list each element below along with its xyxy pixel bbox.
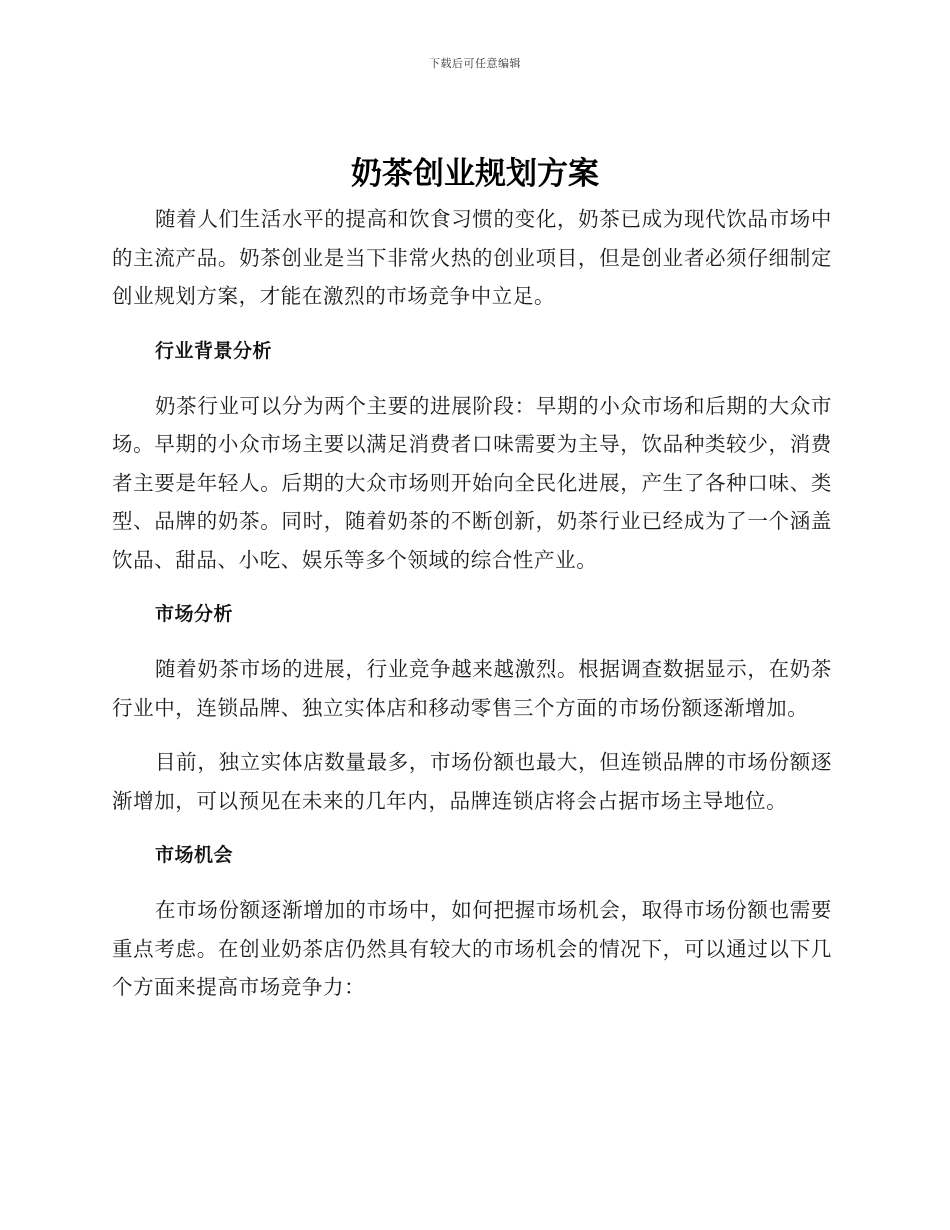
section-heading-market-analysis: 市场分析 [155, 603, 234, 625]
market-analysis-paragraph-2: 目前，独立实体店数量最多，市场份额也最大，但连锁品牌的市场份额逐渐增加，可以预见在未来的几年内，品牌连锁店将会占据市场主导地位。 [112, 750, 832, 813]
document-title: 奶茶创业规划方案 [351, 156, 599, 192]
market-analysis-paragraph-1: 随着奶茶市场的进展，行业竞争越来越激烈。根据调查数据显示，在奶茶行业中，连锁品牌、独立实体店和移动零售三个方面的市场份额逐渐增加。 [112, 657, 832, 720]
intro-paragraph: 随着人们生活水平的提高和饮食习惯的变化，奶茶已成为现代饮品市场中的主流产品。奶茶创业是当下非常火热的创业项目，但是创业者必须仔细制定创业规划方案，才能在激烈的市场竞争中立足。 [112, 207, 832, 308]
industry-background-paragraph: 奶茶行业可以分为两个主要的进展阶段：早期的小众市场和后期的大众市场。早期的小众市场主要以满足消费者口味需要为主导，饮品种类较少，消费者主要是年轻人。后期的大众市场则开始向全民化进展，产生了各种口味、类型、品牌的奶茶。同时，随着奶茶的不断创新，奶茶行业已经成为了一个涵盖饮品、甜品、小吃、娱乐等多个领域的综合性产业。 [112, 393, 832, 572]
section-heading-market-opportunity: 市场机会 [155, 844, 234, 866]
header-note: 下载后可任意编辑 [429, 57, 521, 70]
document-body [112, 200, 832, 1023]
section-heading-industry-background: 行业背景分析 [155, 339, 273, 362]
market-opportunity-paragraph: 在市场份额逐渐增加的市场中，如何把握市场机会，取得市场份额也需要重点考虑。在创业奶茶店仍然具有较大的市场机会的情况下，可以通过以下几个方面来提高市场竞争力： [112, 898, 832, 999]
